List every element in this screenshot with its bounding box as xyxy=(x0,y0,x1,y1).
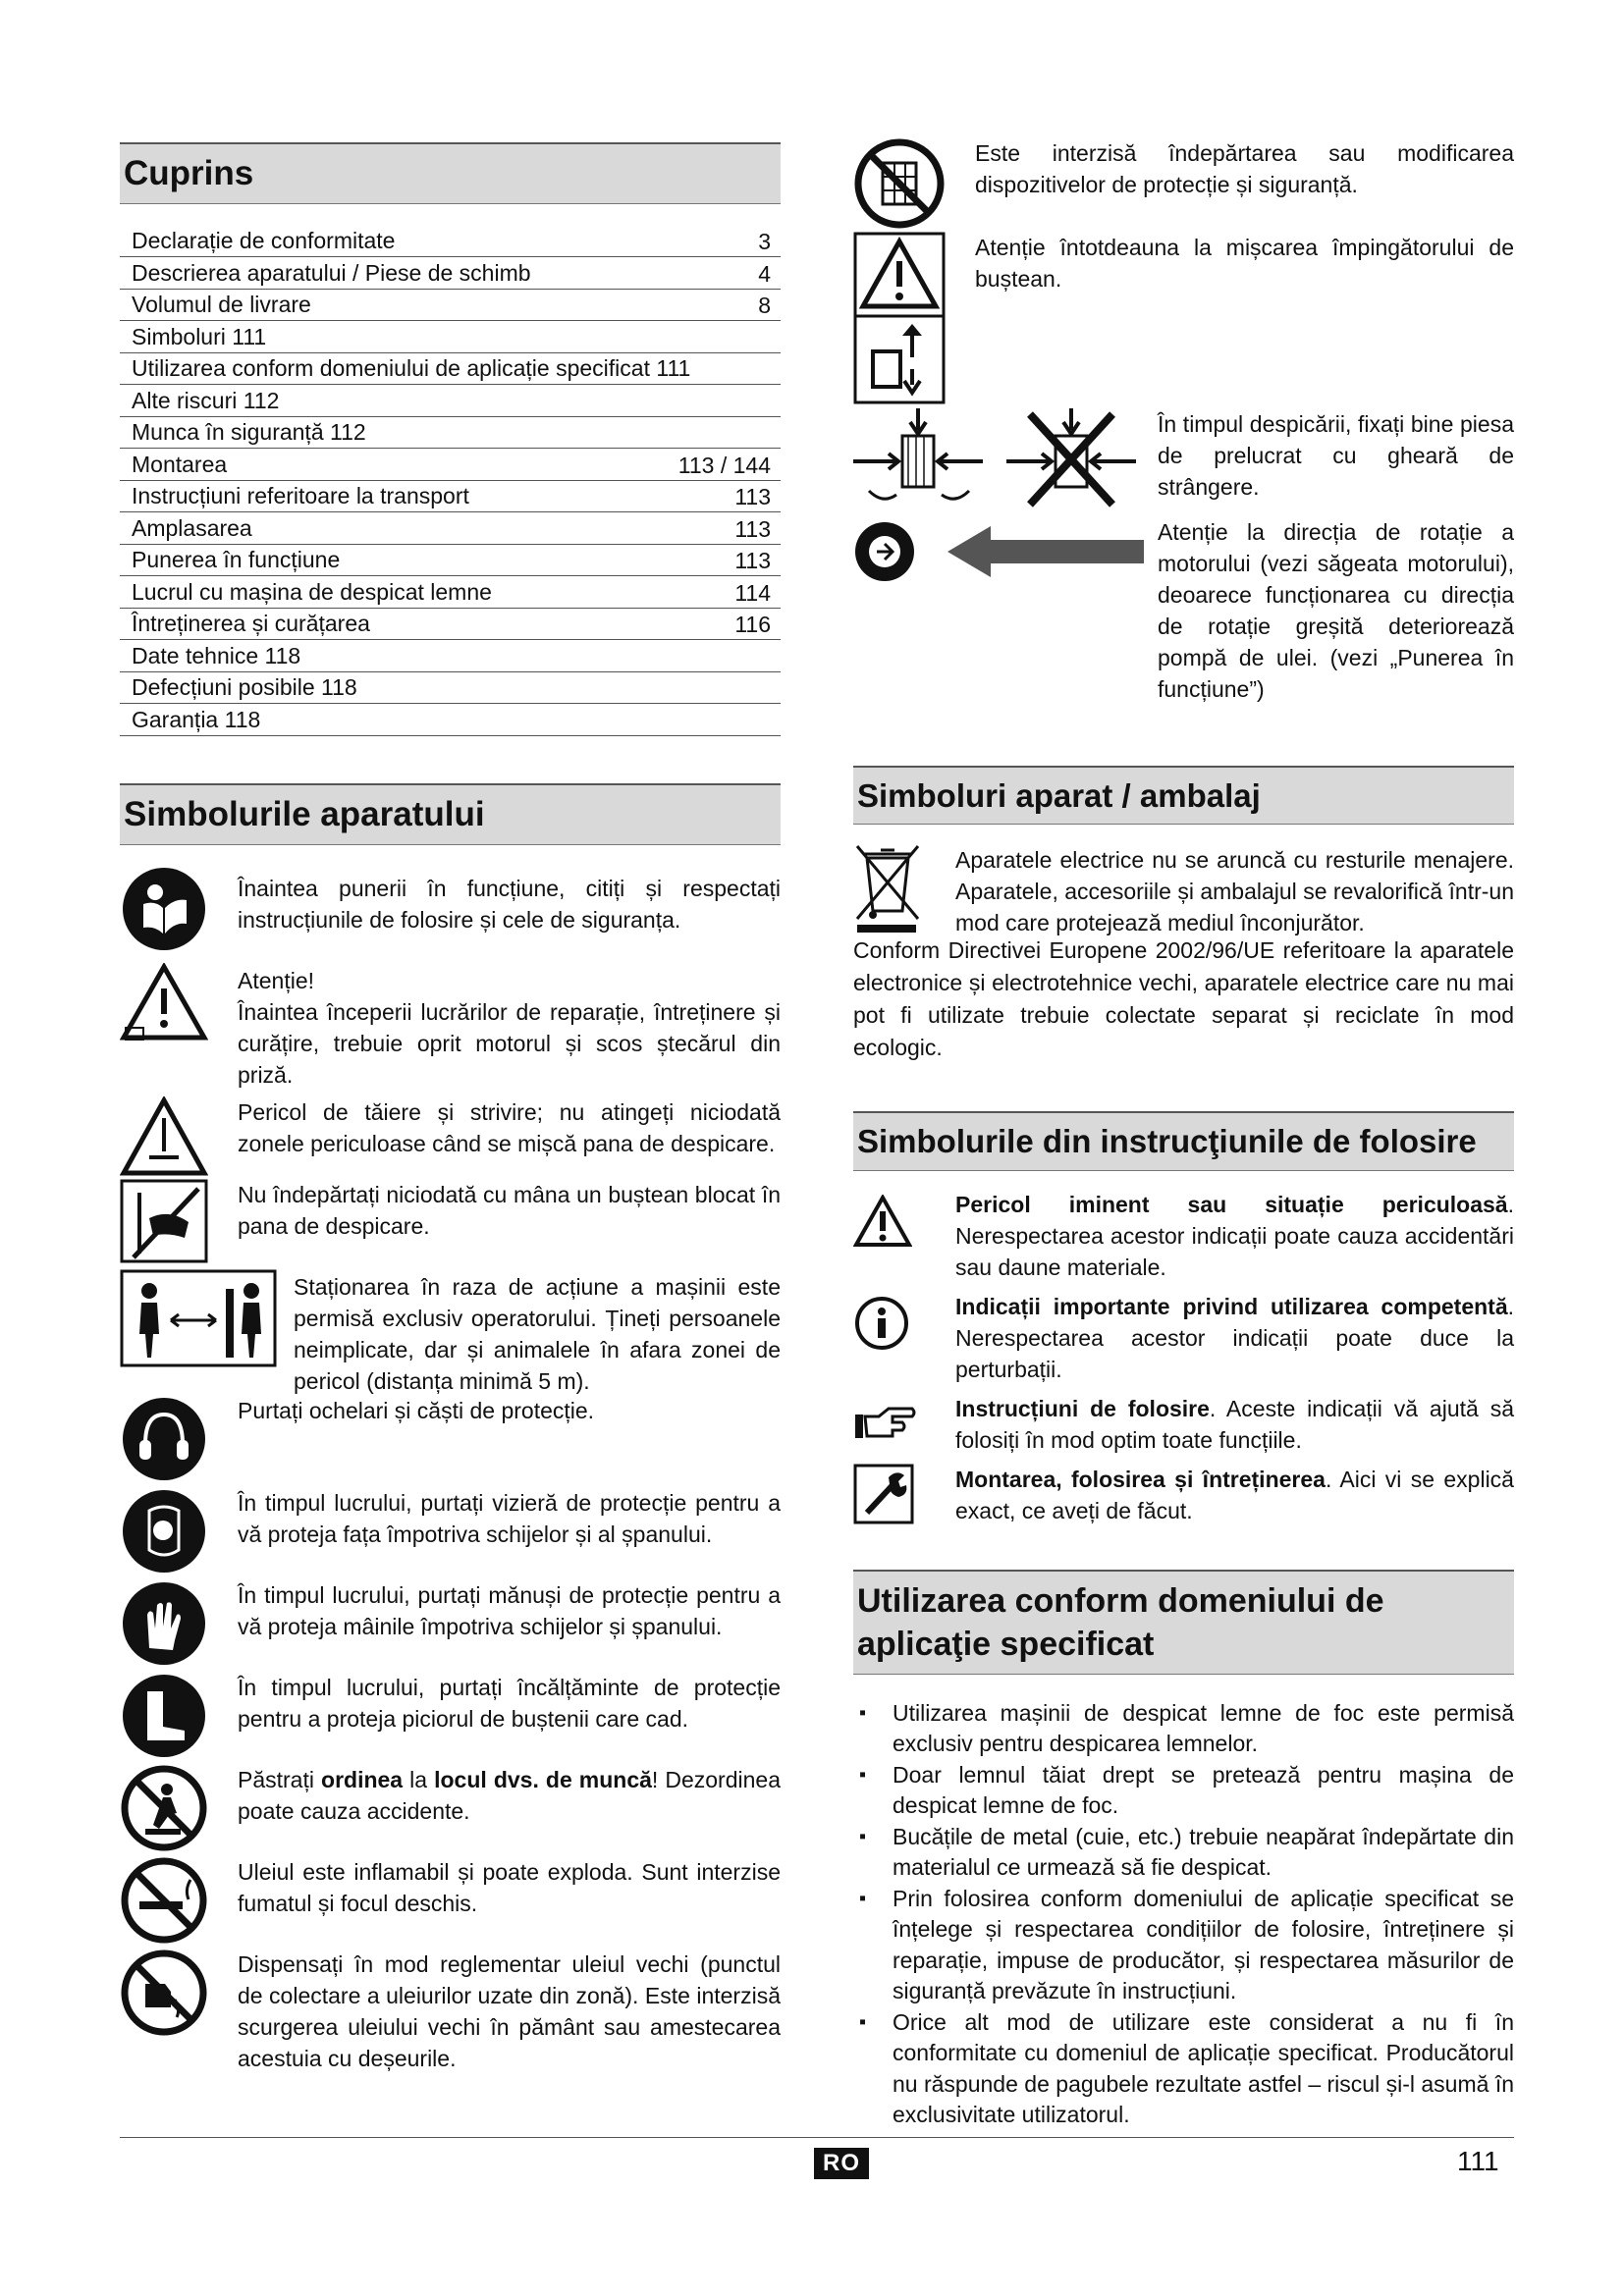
device-symbols-title: Simbolurile aparatului xyxy=(120,783,781,845)
symbol-row xyxy=(120,1395,781,1487)
toc-page: 4 xyxy=(758,260,771,287)
list-item: ▪ Utilizarea mașinii de despicat lemne de foc este permisă exclusiv pentru despicarea lemnelor. xyxy=(853,1698,1514,1760)
toc-label: Munca în siguranță 112 xyxy=(132,419,366,446)
symbol-text: Atenție întotdeauna la mișcarea împingătorului de buștean. xyxy=(975,235,1514,292)
pusher-warning-icon xyxy=(853,232,946,404)
text-segment: ! Dezordinea poate cauza accidente. xyxy=(238,1766,781,1824)
weee-directive-text: Conform Directivei Europene 2002/96/UE referitoare la aparatele electronice și electrotehnice vechi, aparatele electrice care nu mai pot fi utilizate trebuie colectate separat și reciclate în mod ecologic. xyxy=(853,937,1514,1061)
symbol-text: În timpul lucrului, purtați încălțăminte de protecție pentru a proteja piciorul de buștenii care cad. xyxy=(238,1674,781,1732)
danger-triangle-icon xyxy=(853,1195,912,1248)
toc-page: 113 xyxy=(734,484,771,510)
toc-label: Amplasarea xyxy=(132,514,252,541)
symbol-text: Aparatele electrice nu se aruncă cu resturile menajere. Aparatele, accesoriile și ambalajul se revalorifică într-un mod care protejează mediul înconjurător. xyxy=(955,847,1514,936)
text-bold: Indicații importante privind utilizarea competentă xyxy=(955,1293,1508,1319)
toc-label: Declarație de conformitate xyxy=(132,228,396,254)
toc-row[interactable] xyxy=(120,576,781,609)
pointing-hand-icon xyxy=(853,1403,916,1442)
clamp-workpiece-icon xyxy=(853,406,1148,510)
text-segment: . Nerespectarea acestor indicații poate duce la perturbații. xyxy=(955,1293,1514,1382)
toc-label: Utilizarea conform domeniului de aplicație specificat 111 xyxy=(132,355,691,382)
symbol-text xyxy=(955,1291,1514,1385)
no-oil-disposal-icon xyxy=(120,1949,208,2037)
symbol-text: Purtați ochelari și căști de protecție. xyxy=(238,1397,595,1423)
info-icon xyxy=(853,1295,910,1352)
symbol-text: Pericol de tăiere și strivire; nu atingeți niciodată zonele periculoase când se mișcă pana de despicare. xyxy=(238,1098,781,1156)
text-bold: Montarea, folosirea și întreținerea xyxy=(955,1466,1326,1492)
no-guard-removal-icon xyxy=(853,137,946,230)
symbol-row xyxy=(120,1856,781,1949)
symbol-row xyxy=(120,1949,781,2086)
toc-row[interactable] xyxy=(120,512,781,545)
symbol-text xyxy=(955,1464,1514,1526)
protective-gloves-icon xyxy=(120,1579,208,1668)
list-item: ▪ Doar lemnul tăiat drept se pretează pentru mașina de despicat lemne de foc. xyxy=(853,1760,1514,1822)
symbol-row xyxy=(853,232,1514,406)
toc-title: Cuprins xyxy=(120,142,781,204)
manual-symbols-list xyxy=(853,1189,1514,1534)
toc-label: Alte riscuri 112 xyxy=(132,387,280,413)
table-of-contents xyxy=(120,226,781,736)
text-segment: . Aici vi se explică exact, ce aveți de făcut. xyxy=(955,1466,1514,1523)
symbol-row xyxy=(853,406,1514,711)
no-hand-removal-icon xyxy=(120,1179,208,1263)
toc-label: Punerea în funcțiune xyxy=(132,547,341,573)
toc-row[interactable] xyxy=(120,257,781,290)
symbol-row xyxy=(853,137,1514,232)
list-item: ▪ Bucățile de metal (cuie, etc.) trebuie neapărat îndepărtate din materialul ce urmează să fie despicat. xyxy=(853,1822,1514,1884)
no-smoking-icon xyxy=(120,1856,208,1945)
symbol-row xyxy=(853,1189,1514,1291)
warning-unplug-icon xyxy=(120,963,208,1041)
toc-row[interactable] xyxy=(120,672,781,705)
toc-page: 116 xyxy=(734,612,771,638)
safety-boots-icon xyxy=(120,1672,208,1760)
intended-use-title: Utilizarea conform domeniului de aplicaţie specificat xyxy=(853,1570,1514,1675)
language-badge: RO xyxy=(814,2148,869,2179)
symbol-text: Nu îndepărtați niciodată cu mâna un buștean blocat în pana de despicare. xyxy=(238,1181,781,1239)
device-symbols-list xyxy=(120,865,781,2086)
toc-row[interactable] xyxy=(120,353,781,386)
keep-distance-icon xyxy=(120,1269,277,1367)
symbol-row xyxy=(853,1291,1514,1393)
symbol-text: În timpul despicării, fixați bine piesa de prelucrat cu gheară de strângere. xyxy=(1158,411,1514,500)
toc-row[interactable] xyxy=(120,640,781,672)
symbol-row xyxy=(853,1464,1514,1534)
list-item: ▪ Orice alt mod de utilizare este considerat a nu fi în conformitate cu domeniul de aplicație specificat. Producătorul nu răspunde de pagubele rezultate astfel – riscul și-l asumă în exclusivitate utilizatorul. xyxy=(853,2007,1514,2131)
symbol-text: Dispensați în mod reglementar uleiul vechi (punctul de colectare a uleiurilor uzate din zonă). Este interzisă scurgerea uleiului vechi în pământ sau amestecarea acestuia cu deșeurile. xyxy=(238,1950,781,2071)
text-segment: . Aceste indicații vă ajută să folosiți în mod optim toate funcțiile. xyxy=(955,1395,1514,1453)
text-segment: la xyxy=(403,1766,435,1792)
toc-row[interactable] xyxy=(120,481,781,513)
text-bold: Instrucțiuni de folosire xyxy=(955,1395,1210,1421)
toc-page: 113 / 144 xyxy=(677,452,771,478)
symbol-row xyxy=(120,1096,781,1173)
wrench-icon xyxy=(853,1464,914,1524)
toc-label: Defecțiuni posibile 118 xyxy=(132,674,357,701)
toc-page: 114 xyxy=(734,579,771,606)
toc-label: Lucrul cu mașina de despicat lemne xyxy=(132,578,492,605)
read-manual-icon xyxy=(120,865,208,953)
symbol-text: Înaintea punerii în funcțiune, citiți și respectați instrucțiunile de folosire și cele de siguranța. xyxy=(238,875,781,933)
toc-row[interactable] xyxy=(120,290,781,322)
toc-label: Simboluri 111 xyxy=(132,323,267,349)
symbol-row xyxy=(120,1269,781,1407)
toc-row[interactable] xyxy=(120,385,781,417)
symbol-text: În timpul lucrului, purtați vizieră de protecție pentru a vă proteja fața împotriva schijelor și al șpanului. xyxy=(238,1489,781,1547)
toc-label: Volumul de livrare xyxy=(132,292,311,318)
symbol-heading: Atenție! xyxy=(238,967,314,993)
symbol-row xyxy=(853,1393,1514,1464)
symbol-text: În timpul lucrului, purtați mănuși de protecție pentru a vă proteja mâinile împotriva schijelor și șpanului. xyxy=(238,1581,781,1639)
symbol-text xyxy=(955,1189,1514,1283)
symbol-text xyxy=(955,1393,1514,1456)
manual-symbols-title: Simbolurile din instrucţiunile de folosire xyxy=(853,1111,1514,1170)
left-column xyxy=(120,142,781,2086)
symbol-text xyxy=(238,1764,781,1827)
toc-page: 113 xyxy=(734,548,771,574)
crush-hazard-icon xyxy=(120,1096,208,1177)
text-segment: Păstrați xyxy=(238,1766,322,1792)
toc-label: Instrucțiuni referitoare la transport xyxy=(132,483,469,509)
toc-row[interactable] xyxy=(120,226,781,258)
symbol-row xyxy=(853,842,1514,938)
intended-use-list xyxy=(853,1698,1514,2131)
face-shield-icon xyxy=(120,1487,208,1575)
symbol-row xyxy=(120,963,781,1096)
symbol-row xyxy=(120,1672,781,1764)
toc-label: Montarea xyxy=(132,451,228,477)
right-column xyxy=(853,137,1514,2131)
page-number: 111 xyxy=(1457,2146,1499,2176)
toc-row[interactable] xyxy=(120,545,781,577)
toc-page: 3 xyxy=(758,229,771,255)
toc-page: 113 xyxy=(734,515,771,542)
symbol-row xyxy=(120,1764,781,1856)
trip-hazard-icon xyxy=(120,1764,208,1852)
symbol-text: Uleiul este inflamabil și poate exploda. Sunt interzise fumatul și focul deschis. xyxy=(238,1858,781,1916)
toc-label: Întreținerea și curățarea xyxy=(132,611,370,637)
ear-eye-protection-icon xyxy=(120,1395,208,1483)
toc-row[interactable] xyxy=(120,417,781,450)
symbol-text: Staționarea în raza de acțiune a mașinii este permisă exclusiv operatorului. Țineți persoanele neimplicate, dar și animalele în afara zonei de pericol (distanța minimă 5 m). xyxy=(294,1273,781,1394)
text-bold: ordinea xyxy=(321,1766,404,1792)
text-segment: . Nerespectarea acestor indicații poate cauza accidentări sau daune materiale. xyxy=(955,1191,1514,1280)
toc-label: Garanția 118 xyxy=(132,706,261,732)
symbol-text: Atenție la direcția de rotație a motorului (vezi săgeata motorului), deoarece funcționarea cu direcția de rotație greșită deteriorează pompă de ulei. (vezi „Punerea în funcțiune”) xyxy=(1158,519,1514,702)
symbol-row xyxy=(120,1579,781,1672)
toc-label: Descrierea aparatului / Piese de schimb xyxy=(132,259,531,286)
motor-rotation-arrow-icon xyxy=(853,518,1148,587)
toc-label: Date tehnice 118 xyxy=(132,642,301,668)
symbol-text: Înaintea începerii lucrărilor de reparație, întreținere și curățire, trebuie oprit motorul și scos ștecărul din priză. xyxy=(238,998,781,1088)
symbol-row xyxy=(120,1179,781,1263)
toc-page: 8 xyxy=(758,293,771,319)
symbol-text: Este interzisă îndepărtarea sau modificarea dispozitivelor de protecție și siguranță. xyxy=(975,140,1514,197)
packaging-symbols-title: Simboluri aparat / ambalaj xyxy=(853,766,1514,825)
list-item: ▪ Prin folosirea conform domeniului de aplicație specificat se înțelege și respectarea condițiilor de folosire, întreținere și reparație, impuse de producător, și respectarea măsurilor de siguranță prevăzute în instrucțiuni. xyxy=(853,1884,1514,2007)
toc-row[interactable] xyxy=(120,449,781,481)
symbol-row xyxy=(120,1487,781,1579)
toc-row[interactable] xyxy=(120,704,781,736)
toc-row[interactable] xyxy=(120,609,781,641)
symbol-row xyxy=(120,865,781,955)
toc-row[interactable] xyxy=(120,321,781,353)
footer-divider xyxy=(120,2137,1514,2138)
text-bold: Pericol iminent sau situație periculoasă xyxy=(955,1191,1508,1217)
text-bold: locul dvs. de muncă xyxy=(434,1766,652,1792)
crossed-bin-icon xyxy=(853,842,922,934)
